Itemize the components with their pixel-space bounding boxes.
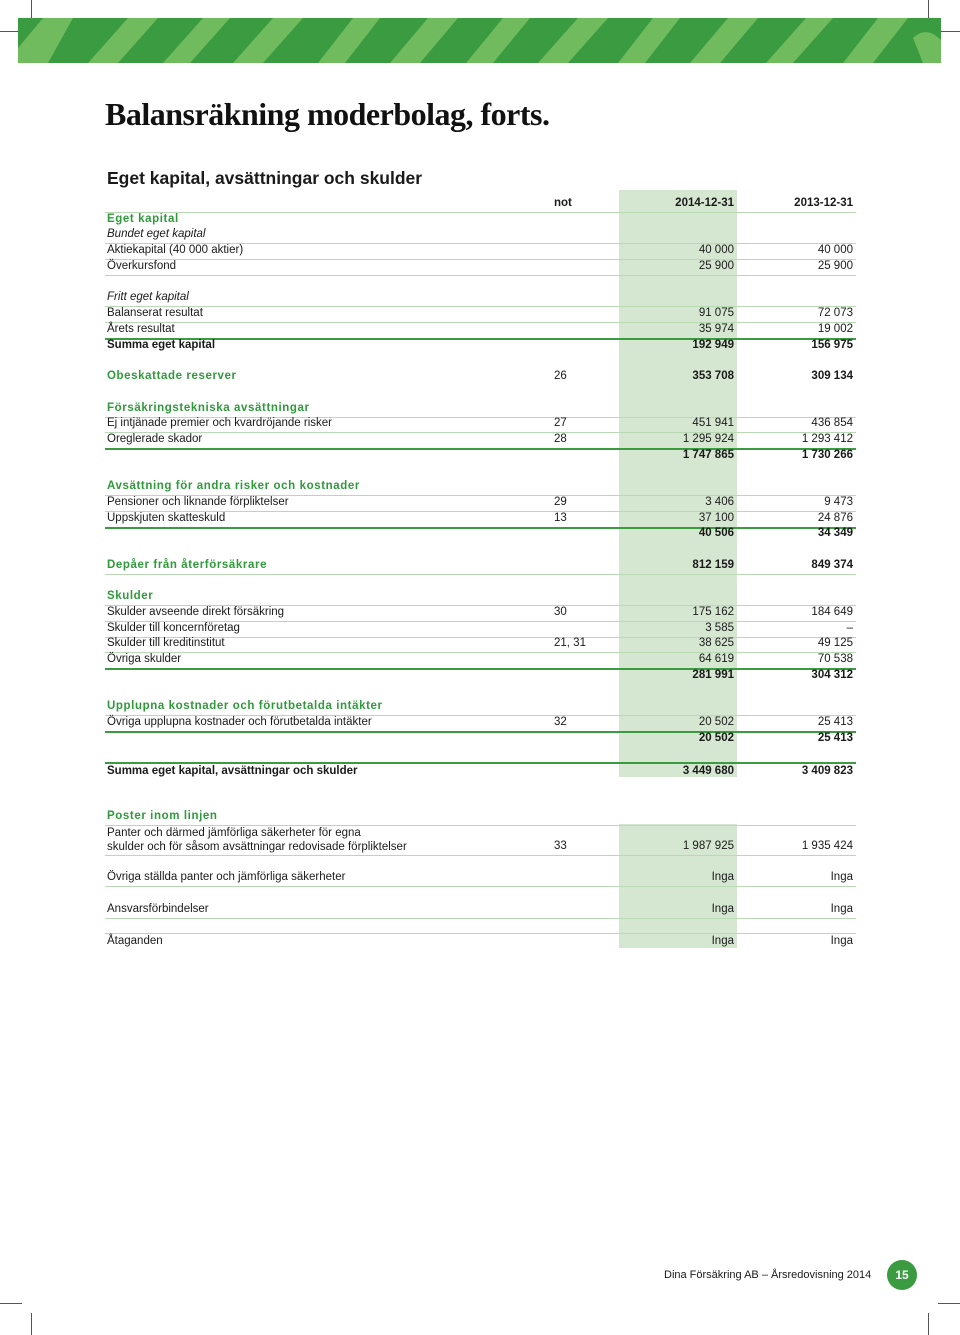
value-2013: 40 000 — [817, 244, 853, 256]
value-2014: 35 974 — [698, 323, 734, 335]
value-2014: 64 619 — [698, 653, 734, 665]
value-2013: 25 413 — [817, 732, 853, 744]
value-2013: Inga — [830, 871, 853, 883]
value-2014: 192 949 — [692, 339, 734, 351]
row-label: Skulder — [107, 590, 154, 602]
row-label: Pensioner och liknande förpliktelser — [107, 496, 289, 508]
row-label: Skulder till kreditinstitut — [107, 637, 225, 649]
row-label: Depåer från återförsäkrare — [107, 559, 268, 571]
crop-mark — [31, 1313, 32, 1335]
note-ref: 27 — [554, 417, 567, 429]
column-header-note: not — [554, 197, 572, 209]
table-row — [105, 605, 856, 622]
value-2014: Inga — [711, 871, 734, 883]
section-total-row — [105, 369, 856, 385]
value-2013: 72 073 — [817, 307, 853, 319]
value-2014: 40 506 — [698, 527, 734, 539]
table-row — [105, 306, 856, 323]
value-2014: 91 075 — [698, 307, 734, 319]
column-header-2013: 2013-12-31 — [794, 197, 853, 209]
section-heading-row — [105, 699, 856, 716]
subtotal-row — [105, 526, 856, 542]
value-2014: 37 100 — [698, 512, 734, 524]
row-label: Skulder avseende direkt försäkring — [107, 606, 285, 618]
value-2013: 1 293 412 — [801, 433, 853, 445]
subtotal-row — [105, 731, 856, 747]
table-row — [105, 825, 856, 856]
row-label: Övriga upplupna kostnader och förutbetalda intäkter — [107, 716, 372, 728]
grand-total-row — [105, 762, 856, 780]
total-row — [105, 338, 856, 354]
value-2013: 25 413 — [817, 716, 853, 728]
note-ref: 28 — [554, 433, 567, 445]
row-label: Eget kapital — [107, 213, 179, 225]
page-number-badge: 15 — [887, 1260, 917, 1290]
row-label: Balanserat resultat — [107, 307, 203, 319]
value-2014: 3 449 680 — [682, 765, 734, 777]
value-2014: 1 295 924 — [682, 433, 734, 445]
table-row — [105, 933, 856, 950]
row-label: Uppskjuten skatteskuld — [107, 512, 226, 524]
value-2013: 309 134 — [811, 370, 853, 382]
row-label: Summa eget kapital — [107, 339, 216, 351]
value-2014: 20 502 — [698, 732, 734, 744]
row-label: Upplupna kostnader och förutbetalda intäkter — [107, 700, 383, 712]
value-2013: 304 312 — [811, 669, 853, 681]
value-2013: 70 538 — [817, 653, 853, 665]
note-ref: 29 — [554, 496, 567, 508]
note-ref: 32 — [554, 716, 567, 728]
table-row — [105, 870, 856, 887]
value-2013: Inga — [830, 935, 853, 947]
value-2013: 34 349 — [817, 527, 853, 539]
section-title: Eget kapital, avsättningar och skulder — [107, 168, 423, 188]
table-row — [105, 902, 856, 919]
crop-mark — [938, 31, 960, 32]
value-2014: 812 159 — [692, 559, 734, 571]
value-2013: 19 002 — [817, 323, 853, 335]
header-banner — [18, 18, 941, 63]
value-2013: 1 935 424 — [801, 840, 853, 852]
value-2013: 156 975 — [811, 339, 853, 351]
value-2013: 49 125 — [817, 637, 853, 649]
row-label: Aktiekapital (40 000 aktier) — [107, 244, 244, 256]
value-2013: 25 900 — [817, 260, 853, 272]
value-2013: 9 473 — [824, 496, 853, 508]
note-ref: 33 — [554, 840, 567, 852]
note-ref: 30 — [554, 606, 567, 618]
row-label: Avsättning för andra risker och kostnader — [107, 480, 360, 492]
value-2013: 24 876 — [817, 512, 853, 524]
table-row — [105, 243, 856, 260]
row-label: Summa eget kapital, avsättningar och skulder — [107, 765, 358, 777]
value-2014: 20 502 — [698, 716, 734, 728]
value-2014: 3 406 — [705, 496, 734, 508]
value-2014: Inga — [711, 903, 734, 915]
crop-mark — [928, 1313, 929, 1335]
row-label: Försäkringstekniska avsättningar — [107, 402, 310, 414]
value-2013: 436 854 — [811, 417, 853, 429]
row-label-line-1: Panter och därmed jämförliga säkerheter för egna — [107, 827, 361, 839]
section-heading-row — [105, 479, 856, 496]
value-2013: 3 409 823 — [801, 765, 853, 777]
row-label — [107, 826, 407, 854]
value-2014: 451 941 — [692, 417, 734, 429]
table-row — [105, 495, 856, 512]
section-heading-row — [105, 212, 856, 228]
value-2014: 25 900 — [698, 260, 734, 272]
table-row — [105, 636, 856, 653]
row-label: Ej intjänade premier och kvardröjande risker — [107, 417, 332, 429]
row-label: Åtaganden — [107, 935, 163, 947]
page-title: Balansräkning moderbolag, forts. — [105, 96, 550, 132]
row-label: Oreglerade skador — [107, 433, 203, 445]
value-2014: 175 162 — [692, 606, 734, 618]
row-label: Bundet eget kapital — [107, 228, 206, 240]
row-label: Obeskattade reserver — [107, 370, 237, 382]
row-label: Fritt eget kapital — [107, 291, 189, 303]
table-row — [105, 259, 856, 276]
note-ref: 21, 31 — [554, 637, 586, 649]
section-heading-row — [105, 589, 856, 606]
value-2013: 849 374 — [811, 559, 853, 571]
row-label: Ansvarsförbindelser — [107, 903, 209, 915]
row-label: Överkursfond — [107, 260, 177, 272]
footer-text: Dina Försäkring AB – Årsredovisning 2014 — [664, 1269, 872, 1281]
row-label: Poster inom linjen — [107, 810, 218, 822]
value-2013: 1 730 266 — [801, 449, 853, 461]
value-2014: Inga — [711, 935, 734, 947]
subsection-heading-row — [105, 290, 856, 307]
column-header-2014: 2014-12-31 — [675, 197, 734, 209]
note-ref: 26 — [554, 370, 567, 382]
value-2014: 40 000 — [698, 244, 734, 256]
section-heading-row — [105, 809, 856, 826]
value-2014: 3 585 — [705, 622, 734, 634]
row-label-line-2: skulder och för såsom avsättningar redovisade förpliktelser — [107, 841, 407, 853]
value-2014: 1 747 865 — [682, 449, 734, 461]
row-label: Övriga skulder — [107, 653, 182, 665]
value-2014: 281 991 — [692, 669, 734, 681]
subsection-heading-row — [105, 227, 856, 244]
crop-mark — [0, 1303, 22, 1304]
section-total-row — [105, 558, 856, 575]
value-2013: Inga — [830, 903, 853, 915]
note-ref: 13 — [554, 512, 567, 524]
row-label: Skulder till koncernföretag — [107, 622, 240, 634]
banner-stripes — [18, 18, 941, 63]
table-header-row — [105, 196, 856, 213]
row-label: Årets resultat — [107, 323, 175, 335]
subtotal-row — [105, 448, 856, 464]
subtotal-row — [105, 668, 856, 684]
table-row — [105, 416, 856, 433]
value-2013: – — [846, 622, 853, 634]
crop-mark — [938, 1303, 960, 1304]
value-2013: 184 649 — [811, 606, 853, 618]
value-2014: 1 987 925 — [682, 840, 734, 852]
value-2014: 353 708 — [692, 370, 734, 382]
value-2014: 38 625 — [698, 637, 734, 649]
row-label: Övriga ställda panter och jämförliga säkerheter — [107, 871, 346, 883]
